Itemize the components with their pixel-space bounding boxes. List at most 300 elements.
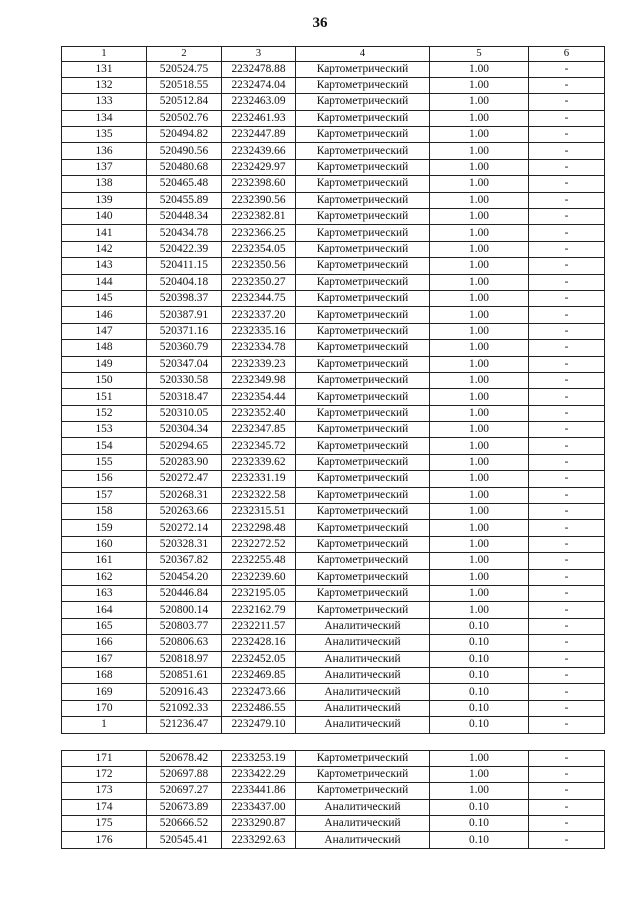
x-coordinate-cell: 520851.61 [147,667,222,683]
point-number-cell: 158 [62,504,147,520]
note-cell: - [529,176,605,192]
table-row [62,471,605,487]
point-number-cell: 152 [62,405,147,421]
note-cell: - [529,258,605,274]
x-coordinate-cell: 520666.52 [147,816,222,832]
method-cell: Картометрический [296,340,430,356]
point-number-cell: 144 [62,274,147,290]
table-row [62,340,605,356]
y-coordinate-cell [222,733,296,750]
table-row [62,454,605,470]
x-coordinate-cell: 520518.55 [147,77,222,93]
x-coordinate-cell: 520678.42 [147,750,222,766]
method-cell: Аналитический [296,667,430,683]
method-cell: Картометрический [296,536,430,552]
note-cell [529,733,605,750]
x-coordinate-cell: 520434.78 [147,225,222,241]
x-coordinate-cell: 521236.47 [147,717,222,733]
method-cell: Аналитический [296,717,430,733]
x-coordinate-cell: 520448.34 [147,209,222,225]
accuracy-cell: 1.00 [430,372,529,388]
point-number-cell: 151 [62,389,147,405]
x-coordinate-cell: 520263.66 [147,504,222,520]
y-coordinate-cell: 2232479.10 [222,717,296,733]
accuracy-cell: 1.00 [430,225,529,241]
y-coordinate-cell: 2232461.93 [222,110,296,126]
x-coordinate-cell: 520330.58 [147,372,222,388]
table-row [62,536,605,552]
note-cell: - [529,504,605,520]
table-row [62,94,605,110]
method-cell: Картометрический [296,569,430,585]
point-number-cell: 131 [62,61,147,77]
y-coordinate-cell: 2232344.75 [222,290,296,306]
y-coordinate-cell: 2232339.62 [222,454,296,470]
y-coordinate-cell: 2232429.97 [222,159,296,175]
method-cell: Картометрический [296,274,430,290]
y-coordinate-cell: 2232335.16 [222,323,296,339]
note-cell: - [529,832,605,848]
point-number-cell: 171 [62,750,147,766]
method-cell: Картометрический [296,422,430,438]
method-cell: Картометрический [296,586,430,602]
point-number-cell: 168 [62,667,147,683]
y-coordinate-cell: 2232352.40 [222,405,296,421]
y-coordinate-cell: 2232398.60 [222,176,296,192]
y-coordinate-cell: 2232390.56 [222,192,296,208]
method-cell: Картометрический [296,438,430,454]
header-cell: 6 [529,47,605,62]
table-row [62,750,605,766]
table-row [62,274,605,290]
note-cell: - [529,290,605,306]
note-cell: - [529,816,605,832]
table-row [62,77,605,93]
page-number: 36 [312,15,328,31]
method-cell: Картометрический [296,372,430,388]
x-coordinate-cell: 520465.48 [147,176,222,192]
x-coordinate-cell: 521092.33 [147,700,222,716]
point-number-cell: 162 [62,569,147,585]
method-cell: Картометрический [296,520,430,536]
table-row [62,405,605,421]
y-coordinate-cell: 2233437.00 [222,799,296,815]
y-coordinate-cell: 2232162.79 [222,602,296,618]
point-number-cell: 167 [62,651,147,667]
method-cell: Картометрический [296,405,430,421]
y-coordinate-cell: 2232255.48 [222,553,296,569]
note-cell: - [529,717,605,733]
x-coordinate-cell: 520268.31 [147,487,222,503]
y-coordinate-cell: 2232334.78 [222,340,296,356]
point-number-cell: 174 [62,799,147,815]
point-number-cell: 149 [62,356,147,372]
note-cell: - [529,750,605,766]
point-number-cell: 170 [62,700,147,716]
note-cell: - [529,61,605,77]
x-coordinate-cell: 520272.47 [147,471,222,487]
y-coordinate-cell: 2232345.72 [222,438,296,454]
y-coordinate-cell: 2232452.05 [222,651,296,667]
x-coordinate-cell: 520524.75 [147,61,222,77]
x-coordinate-cell: 520545.41 [147,832,222,848]
point-number-cell: 154 [62,438,147,454]
note-cell: - [529,110,605,126]
accuracy-cell: 1.00 [430,766,529,782]
note-cell: - [529,766,605,782]
accuracy-cell: 1.00 [430,176,529,192]
x-coordinate-cell: 520387.91 [147,307,222,323]
accuracy-cell: 0.10 [430,816,529,832]
method-cell: Аналитический [296,684,430,700]
x-coordinate-cell: 520697.88 [147,766,222,782]
x-coordinate-cell: 520422.39 [147,241,222,257]
y-coordinate-cell: 2232366.25 [222,225,296,241]
point-number-cell: 156 [62,471,147,487]
accuracy-cell: 1.00 [430,290,529,306]
table-row [62,241,605,257]
y-coordinate-cell: 2232322.58 [222,487,296,503]
table-row [62,602,605,618]
accuracy-cell: 1.00 [430,438,529,454]
y-coordinate-cell: 2232195.05 [222,586,296,602]
table-blank-row [62,733,605,750]
accuracy-cell: 1.00 [430,569,529,585]
coordinates-table [61,46,605,849]
note-cell: - [529,520,605,536]
note-cell: - [529,323,605,339]
note-cell: - [529,586,605,602]
table-row [62,553,605,569]
accuracy-cell: 1.00 [430,783,529,799]
table-row [62,356,605,372]
table-row [62,799,605,815]
header-cell: 3 [222,47,296,62]
accuracy-cell: 1.00 [430,471,529,487]
note-cell: - [529,602,605,618]
note-cell: - [529,209,605,225]
point-number-cell: 163 [62,586,147,602]
x-coordinate-cell: 520283.90 [147,454,222,470]
table-row [62,61,605,77]
note-cell: - [529,241,605,257]
point-number-cell: 145 [62,290,147,306]
table-row [62,307,605,323]
table-body [62,47,605,849]
method-cell: Картометрический [296,290,430,306]
note-cell: - [529,356,605,372]
accuracy-cell: 1.00 [430,405,529,421]
accuracy-cell: 1.00 [430,127,529,143]
y-coordinate-cell: 2232447.89 [222,127,296,143]
x-coordinate-cell: 520318.47 [147,389,222,405]
x-coordinate-cell: 520916.43 [147,684,222,700]
point-number-cell: 164 [62,602,147,618]
x-coordinate-cell: 520454.20 [147,569,222,585]
accuracy-cell: 0.10 [430,832,529,848]
accuracy-cell: 1.00 [430,209,529,225]
point-number-cell: 142 [62,241,147,257]
method-cell: Картометрический [296,209,430,225]
point-number-cell: 134 [62,110,147,126]
point-number-cell: 160 [62,536,147,552]
accuracy-cell: 0.10 [430,667,529,683]
point-number-cell: 140 [62,209,147,225]
y-coordinate-cell: 2232339.23 [222,356,296,372]
accuracy-cell: 1.00 [430,61,529,77]
accuracy-cell: 1.00 [430,586,529,602]
point-number-cell: 175 [62,816,147,832]
method-cell: Картометрический [296,241,430,257]
note-cell: - [529,684,605,700]
point-number-cell: 166 [62,635,147,651]
method-cell: Картометрический [296,504,430,520]
table-row [62,209,605,225]
method-cell: Картометрический [296,323,430,339]
point-number-cell: 146 [62,307,147,323]
point-number-cell: 169 [62,684,147,700]
point-number-cell: 138 [62,176,147,192]
table-row [62,618,605,634]
y-coordinate-cell: 2232239.60 [222,569,296,585]
method-cell: Картометрический [296,225,430,241]
accuracy-cell: 0.10 [430,700,529,716]
point-number-cell: 153 [62,422,147,438]
y-coordinate-cell: 2232350.56 [222,258,296,274]
y-coordinate-cell: 2232486.55 [222,700,296,716]
header-cell: 1 [62,47,147,62]
x-coordinate-cell: 520673.89 [147,799,222,815]
table-row [62,651,605,667]
x-coordinate-cell: 520411.15 [147,258,222,274]
accuracy-cell: 1.00 [430,389,529,405]
point-number-cell: 172 [62,766,147,782]
point-number-cell: 161 [62,553,147,569]
x-coordinate-cell: 520367.82 [147,553,222,569]
accuracy-cell: 1.00 [430,520,529,536]
note-cell: - [529,783,605,799]
note-cell: - [529,77,605,93]
table-row [62,110,605,126]
accuracy-cell [430,733,529,750]
note-cell: - [529,651,605,667]
accuracy-cell: 1.00 [430,536,529,552]
accuracy-cell: 1.00 [430,487,529,503]
table-row [62,176,605,192]
method-cell: Картометрический [296,389,430,405]
method-cell: Картометрический [296,602,430,618]
accuracy-cell: 1.00 [430,340,529,356]
x-coordinate-cell: 520404.18 [147,274,222,290]
method-cell: Картометрический [296,61,430,77]
x-coordinate-cell [147,733,222,750]
point-number-cell: 157 [62,487,147,503]
table-row [62,127,605,143]
note-cell: - [529,618,605,634]
table-row [62,159,605,175]
method-cell: Картометрический [296,176,430,192]
header-cell: 5 [430,47,529,62]
accuracy-cell: 1.00 [430,258,529,274]
x-coordinate-cell: 520490.56 [147,143,222,159]
accuracy-cell: 1.00 [430,454,529,470]
y-coordinate-cell: 2232354.44 [222,389,296,405]
note-cell: - [529,487,605,503]
point-number-cell: 133 [62,94,147,110]
accuracy-cell: 0.10 [430,618,529,634]
method-cell: Картометрический [296,77,430,93]
note-cell: - [529,192,605,208]
method-cell: Картометрический [296,471,430,487]
accuracy-cell: 0.10 [430,651,529,667]
note-cell: - [529,274,605,290]
method-cell: Аналитический [296,700,430,716]
table-row [62,192,605,208]
method-cell: Картометрический [296,110,430,126]
note-cell: - [529,635,605,651]
accuracy-cell: 1.00 [430,110,529,126]
point-number-cell: 1 [62,717,147,733]
table-row [62,766,605,782]
note-cell: - [529,372,605,388]
table-row [62,389,605,405]
note-cell: - [529,569,605,585]
x-coordinate-cell: 520494.82 [147,127,222,143]
y-coordinate-cell: 2232350.27 [222,274,296,290]
table-row [62,372,605,388]
accuracy-cell: 1.00 [430,307,529,323]
point-number-cell: 155 [62,454,147,470]
table-row [62,783,605,799]
point-number-cell: 173 [62,783,147,799]
table-row [62,586,605,602]
table-row [62,635,605,651]
note-cell: - [529,700,605,716]
note-cell: - [529,553,605,569]
y-coordinate-cell: 2232349.98 [222,372,296,388]
y-coordinate-cell: 2232298.48 [222,520,296,536]
accuracy-cell: 1.00 [430,356,529,372]
method-cell: Картометрический [296,159,430,175]
x-coordinate-cell: 520347.04 [147,356,222,372]
method-cell: Аналитический [296,816,430,832]
y-coordinate-cell: 2232428.16 [222,635,296,651]
table-row [62,700,605,716]
table-row [62,487,605,503]
method-cell: Аналитический [296,799,430,815]
method-cell: Картометрический [296,258,430,274]
x-coordinate-cell: 520502.76 [147,110,222,126]
header-cell: 4 [296,47,430,62]
x-coordinate-cell: 520294.65 [147,438,222,454]
y-coordinate-cell: 2232211.57 [222,618,296,634]
note-cell: - [529,225,605,241]
x-coordinate-cell: 520360.79 [147,340,222,356]
y-coordinate-cell: 2232331.19 [222,471,296,487]
method-cell [296,733,430,750]
x-coordinate-cell: 520371.16 [147,323,222,339]
y-coordinate-cell: 2233422.29 [222,766,296,782]
y-coordinate-cell: 2232439.66 [222,143,296,159]
note-cell: - [529,307,605,323]
table-row [62,520,605,536]
accuracy-cell: 1.00 [430,504,529,520]
note-cell: - [529,471,605,487]
accuracy-cell: 1.00 [430,323,529,339]
accuracy-cell: 0.10 [430,684,529,700]
x-coordinate-cell: 520512.84 [147,94,222,110]
accuracy-cell: 1.00 [430,422,529,438]
method-cell: Картометрический [296,192,430,208]
table-row [62,323,605,339]
method-cell: Картометрический [296,356,430,372]
table-row [62,684,605,700]
accuracy-cell: 1.00 [430,274,529,290]
table-row [62,290,605,306]
y-coordinate-cell: 2232272.52 [222,536,296,552]
accuracy-cell: 1.00 [430,241,529,257]
method-cell: Аналитический [296,618,430,634]
x-coordinate-cell: 520272.14 [147,520,222,536]
note-cell: - [529,454,605,470]
note-cell: - [529,405,605,421]
method-cell: Картометрический [296,487,430,503]
x-coordinate-cell: 520480.68 [147,159,222,175]
y-coordinate-cell: 2232478.88 [222,61,296,77]
note-cell: - [529,143,605,159]
note-cell: - [529,340,605,356]
accuracy-cell: 1.00 [430,159,529,175]
note-cell: - [529,799,605,815]
method-cell: Аналитический [296,635,430,651]
y-coordinate-cell: 2233292.63 [222,832,296,848]
x-coordinate-cell: 520818.97 [147,651,222,667]
point-number-cell: 148 [62,340,147,356]
method-cell: Картометрический [296,553,430,569]
y-coordinate-cell: 2233253.19 [222,750,296,766]
method-cell: Картометрический [296,454,430,470]
note-cell: - [529,389,605,405]
y-coordinate-cell: 2232463.09 [222,94,296,110]
table-row [62,717,605,733]
accuracy-cell: 0.10 [430,635,529,651]
point-number-cell: 141 [62,225,147,241]
table-row [62,667,605,683]
note-cell: - [529,438,605,454]
x-coordinate-cell: 520697.27 [147,783,222,799]
y-coordinate-cell: 2232382.81 [222,209,296,225]
method-cell: Картометрический [296,143,430,159]
note-cell: - [529,94,605,110]
table-row [62,569,605,585]
table-row [62,832,605,848]
y-coordinate-cell: 2232354.05 [222,241,296,257]
table-row [62,438,605,454]
point-number-cell: 150 [62,372,147,388]
accuracy-cell: 1.00 [430,553,529,569]
note-cell: - [529,667,605,683]
point-number-cell: 136 [62,143,147,159]
x-coordinate-cell: 520806.63 [147,635,222,651]
x-coordinate-cell: 520310.05 [147,405,222,421]
method-cell: Картометрический [296,94,430,110]
note-cell: - [529,422,605,438]
accuracy-cell: 1.00 [430,192,529,208]
y-coordinate-cell: 2233290.87 [222,816,296,832]
method-cell: Аналитический [296,651,430,667]
point-number-cell [62,733,147,750]
y-coordinate-cell: 2232337.20 [222,307,296,323]
